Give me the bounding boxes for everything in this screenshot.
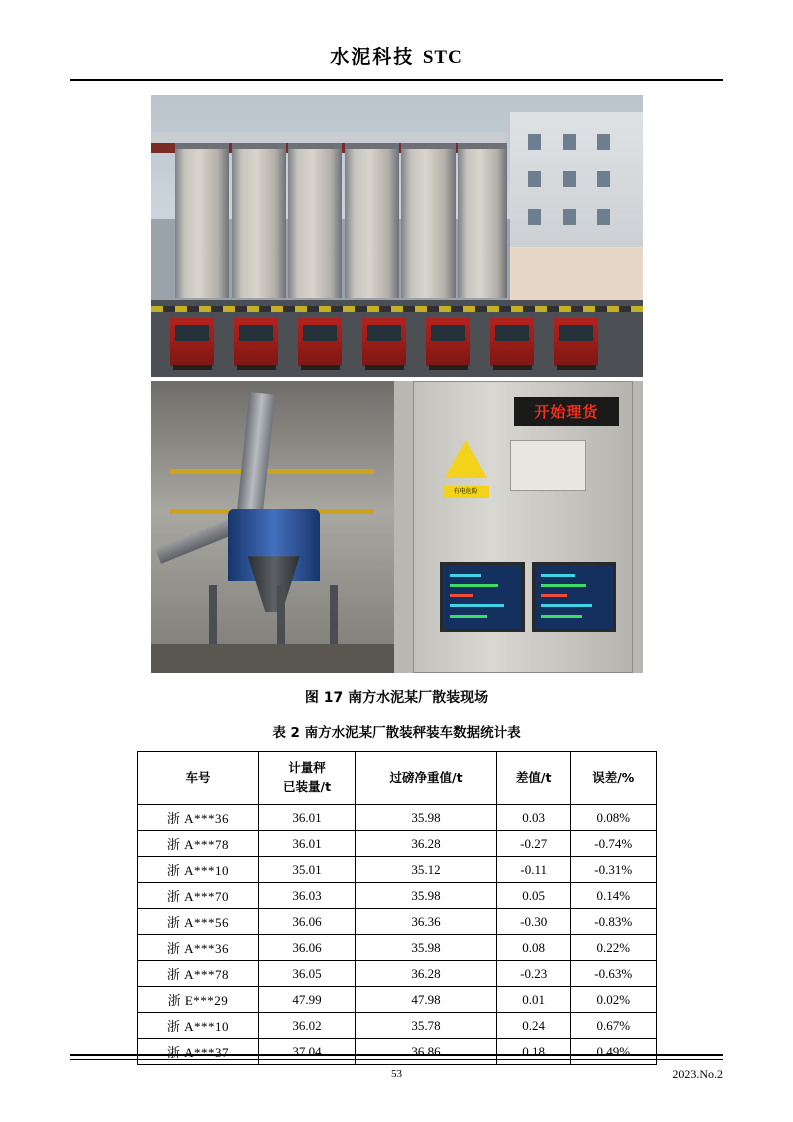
- cell-diff: -0.30: [497, 909, 571, 935]
- cell-loaded: 36.06: [259, 909, 355, 935]
- cell-loaded: 36.06: [259, 935, 355, 961]
- col-header-loaded: 计量秤 已装量/t: [259, 752, 355, 805]
- truck-4: [362, 318, 406, 366]
- cell-diff: -0.23: [497, 961, 571, 987]
- cell-error: 0.14%: [570, 883, 656, 909]
- footer-divider-bottom: [70, 1059, 723, 1060]
- photo-bulk-loading-spout: [151, 381, 394, 673]
- cell-diff: -0.27: [497, 831, 571, 857]
- cell-vehicle: 浙 A***56: [137, 909, 259, 935]
- cell-diff: 0.08: [497, 935, 571, 961]
- cell-net: 47.98: [355, 987, 497, 1013]
- page-number: 53: [391, 1068, 402, 1080]
- cell-error: 0.67%: [570, 1013, 656, 1039]
- cell-diff: 0.24: [497, 1013, 571, 1039]
- cell-error: 0.22%: [570, 935, 656, 961]
- footer-divider-top: [70, 1054, 723, 1056]
- table-row: [137, 909, 656, 935]
- cell-vehicle: 浙 A***78: [137, 831, 259, 857]
- yellow-railing-upper: [170, 469, 374, 474]
- header-divider: [70, 79, 723, 83]
- col-header-difference: 差值/t: [497, 752, 571, 805]
- cell-net: 36.28: [355, 961, 497, 987]
- cell-net: 36.36: [355, 909, 497, 935]
- hazard-label: 有电危险: [443, 486, 489, 498]
- cell-net: 36.86: [355, 1039, 497, 1065]
- cell-error: -0.63%: [570, 961, 656, 987]
- cell-vehicle: 浙 E***29: [137, 987, 259, 1013]
- silo-2: [232, 143, 286, 298]
- cell-loaded: 36.02: [259, 1013, 355, 1039]
- cell-net: 35.98: [355, 883, 497, 909]
- cell-diff: 0.03: [497, 805, 571, 831]
- cell-loaded: 36.03: [259, 883, 355, 909]
- page-header: [70, 0, 723, 69]
- figure-caption: 图 17 南方水泥某厂散装现场: [304, 690, 489, 706]
- photo-control-cabinet: [394, 381, 643, 673]
- cell-loaded: 36.05: [259, 961, 355, 987]
- hmi-screen-left: [440, 562, 524, 632]
- figure-block: [70, 95, 723, 707]
- cell-loaded: 47.99: [259, 987, 355, 1013]
- cell-error: -0.74%: [570, 831, 656, 857]
- cell-loaded: 36.01: [259, 805, 355, 831]
- loading-data-table: [137, 751, 657, 1065]
- floor-area: [151, 644, 394, 673]
- electrical-hazard-icon: [445, 440, 487, 478]
- cell-diff: -0.11: [497, 857, 571, 883]
- table-row: [137, 805, 656, 831]
- cell-diff: 0.05: [497, 883, 571, 909]
- cell-vehicle: 浙 A***78: [137, 961, 259, 987]
- cell-vehicle: 浙 A***70: [137, 883, 259, 909]
- table-caption: 表 2 南方水泥某厂散装秤装车数据统计表: [272, 725, 521, 741]
- cell-loaded: 36.01: [259, 831, 355, 857]
- silo-4: [345, 143, 399, 298]
- truck-1: [170, 318, 214, 366]
- cell-error: 0.08%: [570, 805, 656, 831]
- col-header-error: 误差/%: [570, 752, 656, 805]
- cell-diff: 0.01: [497, 987, 571, 1013]
- cell-vehicle: 浙 A***36: [137, 805, 259, 831]
- table-row: [137, 1013, 656, 1039]
- cell-diff: 0.18: [497, 1039, 571, 1065]
- photo-silo-yard: [151, 95, 643, 377]
- silo-5: [401, 143, 455, 298]
- truck-6: [490, 318, 534, 366]
- table-row: [137, 883, 656, 909]
- hmi-screen-right: [532, 562, 616, 632]
- table-header-row: [137, 752, 656, 805]
- issue-label: 2023.No.2: [672, 1066, 723, 1081]
- cell-vehicle: 浙 A***36: [137, 935, 259, 961]
- cell-loaded: 35.01: [259, 857, 355, 883]
- posted-document: [510, 440, 586, 491]
- cell-error: 0.02%: [570, 987, 656, 1013]
- cell-loaded: 37.04: [259, 1039, 355, 1065]
- truck-2: [234, 318, 278, 366]
- cell-vehicle: 浙 A***10: [137, 857, 259, 883]
- cell-vehicle: 浙 A***37: [137, 1039, 259, 1065]
- truck-7: [554, 318, 598, 366]
- truck-3: [298, 318, 342, 366]
- cell-vehicle: 浙 A***10: [137, 1013, 259, 1039]
- led-display: 开始理货: [514, 397, 618, 426]
- cell-error: 0.49%: [570, 1039, 656, 1065]
- truck-5: [426, 318, 470, 366]
- silo-3: [288, 143, 342, 298]
- cell-error: -0.83%: [570, 909, 656, 935]
- table-row: [137, 857, 656, 883]
- silo-1: [175, 143, 229, 298]
- col-header-vehicle: 车号: [137, 752, 259, 805]
- cell-net: 35.78: [355, 1013, 497, 1039]
- col-header-net-weight: 过磅净重值/t: [355, 752, 497, 805]
- cell-net: 35.98: [355, 935, 497, 961]
- cabinet-panel: [413, 381, 632, 673]
- table-row: [137, 935, 656, 961]
- photo-pair-row: [151, 381, 643, 673]
- journal-title-en: STC: [422, 47, 463, 68]
- hazard-stripe: [151, 306, 643, 312]
- table-row: [137, 831, 656, 857]
- cell-net: 36.28: [355, 831, 497, 857]
- table-row: [137, 961, 656, 987]
- cell-net: 35.12: [355, 857, 497, 883]
- journal-title-cn: 水泥科技: [330, 46, 415, 68]
- cell-error: -0.31%: [570, 857, 656, 883]
- table-row: [137, 987, 656, 1013]
- silo-6: [458, 143, 507, 298]
- page-footer: [70, 1054, 723, 1080]
- cell-net: 35.98: [355, 805, 497, 831]
